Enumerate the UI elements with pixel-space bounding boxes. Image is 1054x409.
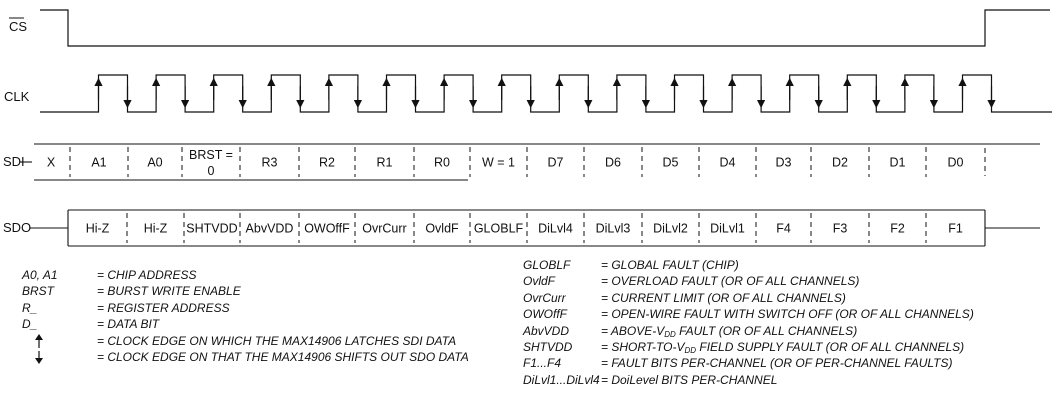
sdo-bit-cell: OWOffF	[304, 221, 350, 236]
sdi-bit-cell: 0	[207, 164, 215, 178]
legend-abbr: OvrCurr	[523, 290, 566, 305]
sdo-bit-cell: F3	[832, 221, 848, 236]
sdo-bit-cell: DiLvl1	[710, 221, 745, 236]
sdi-bit-cell: D5	[662, 155, 679, 170]
legend-desc-subscript: DD	[664, 329, 676, 339]
sdo-bit-cell: Hi-Z	[85, 221, 110, 236]
legend-desc	[601, 323, 857, 339]
sdi-bit-cell: D2	[832, 155, 848, 170]
legend-entry	[22, 300, 469, 316]
sdo-bit-cell: AbvVDD	[245, 221, 294, 236]
sdi-bit-cell: R2	[319, 155, 335, 170]
sdi-bit-cell: R0	[434, 155, 450, 170]
legend-abbr: R_	[22, 300, 38, 315]
legend-right	[523, 257, 974, 388]
sdi-bit-cell: D0	[947, 155, 964, 170]
legend-desc-subscript: DD	[684, 345, 697, 355]
legend-entry	[22, 267, 469, 283]
clk-label: CLK	[4, 89, 30, 104]
sdi-bit-cell: W = 1	[482, 155, 515, 170]
sdi-label: SDI	[3, 154, 25, 169]
sdo-bit-cell: F2	[890, 221, 905, 236]
sdi-bit-cell: BRST =	[189, 148, 233, 162]
sdi-bit-cell: A0	[147, 155, 163, 170]
sdo-bit-cell: GLOBLF	[473, 221, 524, 236]
legend-entry	[22, 333, 469, 349]
legend-entry	[523, 355, 974, 371]
clk-line	[40, 75, 1052, 112]
sdi-bit-cell: D3	[775, 155, 792, 170]
sdo-label: SDO	[3, 220, 32, 235]
legend-desc: = CHIP ADDRESS	[97, 268, 197, 282]
legend-abbr: F1...F4	[523, 356, 562, 371]
legend-desc: = CLOCK EDGE ON THAT THE MAX14906 SHIFTS OUT SDO DATA	[97, 349, 469, 364]
sdo-bit-cell: F1	[948, 221, 963, 236]
legend-desc: = CLOCK EDGE ON WHICH THE MAX14906 LATCHES SDI DATA	[97, 333, 457, 348]
sdo-bit-cell: DiLvl3	[595, 221, 631, 236]
legend-abbr: OvldF	[523, 274, 556, 289]
sdi-bit-cell: D4	[719, 155, 736, 170]
legend-desc: = FAULT BITS PER-CHANNEL (OR OF PER-CHANNEL FAULTS)	[601, 356, 953, 371]
up-arrow-icon	[22, 333, 97, 349]
legend-abbr: GLOBLF	[523, 258, 571, 272]
legend-desc-part: FAULT (OR OF ALL CHANNELS)	[675, 323, 858, 338]
sdo-bit-cell: DiLvl2	[653, 221, 688, 236]
legend-entry	[22, 316, 469, 332]
legend-entry	[523, 257, 974, 273]
legend-desc: = GLOBAL FAULT (CHIP)	[601, 258, 739, 272]
clk-waveform	[40, 75, 1052, 112]
signal-labels	[3, 18, 31, 235]
legend-desc: = DoiLevel BITS PER-CHANNEL	[601, 372, 778, 387]
legend-entry	[523, 273, 974, 289]
legend-desc-part: FIELD SUPPLY FAULT (OR OF ALL CHANNELS)	[696, 339, 965, 354]
sdi-bit-cell: D6	[605, 155, 621, 170]
legend-entry	[523, 306, 974, 322]
legend-abbr: BRST	[22, 284, 55, 299]
legend-desc	[601, 339, 964, 355]
sdi-bit-cell: R1	[376, 155, 393, 170]
legend-desc-part: = SHORT-TO-V	[601, 339, 685, 354]
sdo-bit-cell: DiLvl4	[538, 221, 573, 236]
sdo-bit-cell: OvrCurr	[362, 221, 407, 236]
legend-entry	[22, 283, 469, 299]
legend-desc: = OVERLOAD FAULT (OR OF ALL CHANNELS)	[601, 274, 860, 289]
legend-desc-part: = ABOVE-V	[601, 323, 665, 338]
sdi-bit-cell: R3	[261, 155, 278, 170]
legend-desc: = OPEN-WIRE FAULT WITH SWITCH OFF (OR OF ALL CHANNELS)	[601, 307, 974, 322]
legend-desc: = BURST WRITE ENABLE	[97, 284, 241, 299]
legend-desc: = DATA BIT	[97, 317, 160, 332]
legend-entry	[523, 372, 974, 388]
legend-abbr: D_	[22, 317, 38, 332]
legend-desc: = REGISTER ADDRESS	[97, 300, 230, 315]
legend-abbr: AbvVDD	[523, 323, 570, 338]
sdo-bit-cell: F4	[776, 221, 791, 236]
sdi-bit-cell: D1	[889, 155, 906, 170]
legend-abbr: DiLvl1...DiLvl4	[523, 372, 600, 387]
legend-left	[22, 267, 469, 365]
legend-desc: = CURRENT LIMIT (OR OF ALL CHANNELS)	[601, 290, 846, 305]
legend-entry	[22, 349, 469, 365]
legend-entry	[523, 323, 974, 339]
sdo-bit-cell: Hi-Z	[143, 221, 168, 236]
down-arrow-icon	[22, 349, 97, 365]
legend-abbr: SHTVDD	[523, 339, 573, 354]
sdo-bit-cell: OvldF	[425, 221, 459, 236]
legend-abbr: A0, A1	[22, 268, 58, 282]
legend-entry	[523, 290, 974, 306]
sdo-bus	[30, 210, 1040, 246]
sdo-bit-cell: SHTVDD	[186, 221, 238, 236]
legend-abbr: OWOffF	[523, 307, 567, 322]
sdi-bus	[20, 144, 1040, 180]
cs-label: CS	[9, 19, 28, 34]
cs-waveform	[40, 10, 1050, 46]
sdi-bit-cell: X	[46, 155, 56, 170]
sdi-bit-cell: A1	[91, 155, 107, 170]
legend-entry	[523, 339, 974, 355]
sdi-bit-cell: D7	[547, 155, 564, 170]
